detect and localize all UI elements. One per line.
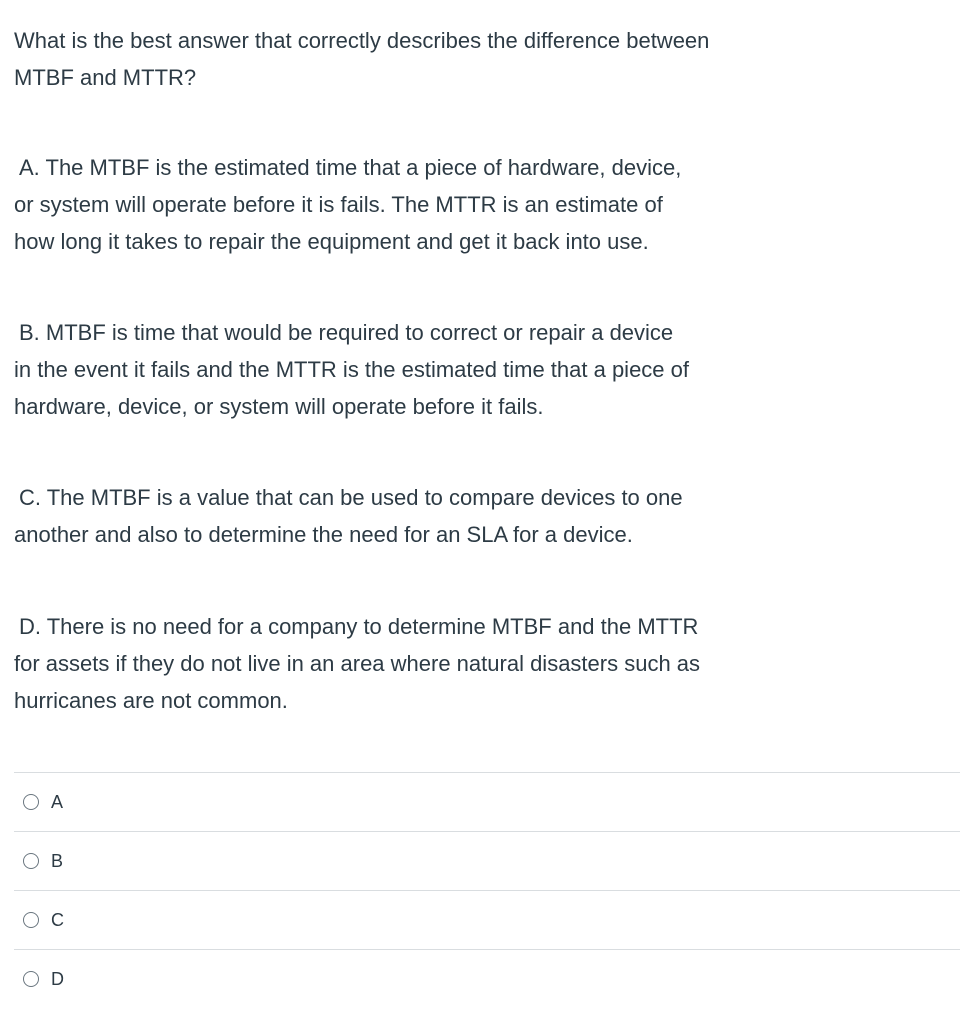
option-line: B. MTBF is time that would be required to correct or repair a device — [19, 320, 674, 345]
option-line: A. The MTBF is the estimated time that a piece of hardware, device, — [19, 155, 682, 180]
answer-option-b[interactable] — [14, 832, 960, 891]
option-line: hurricanes are not common. — [14, 688, 288, 713]
answer-option-a[interactable] — [14, 773, 960, 832]
answer-label-a[interactable]: A — [51, 791, 64, 812]
answer-choices — [14, 772, 960, 1008]
option-line: D. There is no need for a company to determine MTBF and the MTTR — [19, 614, 699, 639]
question-line: MTBF and MTTR? — [14, 65, 197, 90]
option-c-description — [14, 479, 794, 553]
answer-label-d[interactable]: D — [51, 968, 64, 989]
answer-label-c[interactable]: C — [51, 909, 64, 930]
answer-option-d[interactable] — [14, 950, 960, 1008]
option-line: for assets if they do not live in an area where natural disasters such as — [14, 651, 701, 676]
option-line: or system will operate before it is fails. The MTTR is an estimate of — [14, 192, 663, 217]
option-line: how long it takes to repair the equipment and get it back into use. — [14, 229, 649, 254]
option-line: in the event it fails and the MTTR is the estimated time that a piece of — [14, 357, 689, 382]
question-text — [14, 22, 814, 96]
radio-button-b[interactable] — [23, 853, 39, 869]
option-d-description — [14, 608, 794, 719]
radio-button-a[interactable] — [23, 794, 39, 810]
option-line: another and also to determine the need for an SLA for a device. — [14, 522, 633, 547]
radio-button-d[interactable] — [23, 971, 39, 987]
question-line: What is the best answer that correctly describes the difference between — [14, 28, 710, 53]
option-b-description — [14, 314, 794, 425]
option-line: hardware, device, or system will operate before it fails. — [14, 394, 544, 419]
answer-label-b[interactable]: B — [51, 850, 64, 871]
answer-option-c[interactable] — [14, 891, 960, 950]
radio-button-c[interactable] — [23, 912, 39, 928]
option-a-description — [14, 149, 794, 260]
option-line: C. The MTBF is a value that can be used to compare devices to one — [19, 485, 683, 510]
